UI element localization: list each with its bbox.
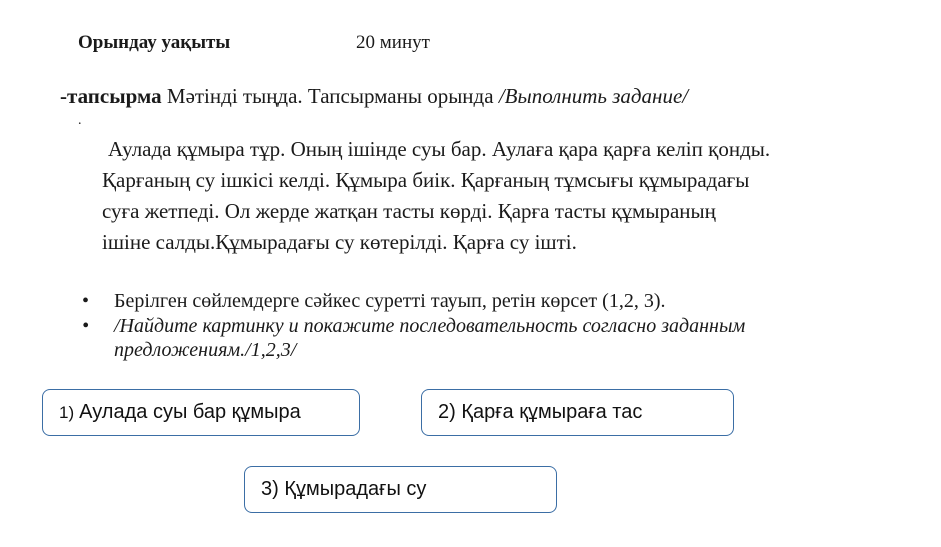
time-label: Орындау уақыты [78,32,231,53]
bullet-icon: • [82,290,90,312]
option-label: Аулада суы бар құмыра [79,401,301,423]
option-box-2[interactable] [421,389,734,436]
option-box-3[interactable] [244,466,557,513]
story-text [102,134,770,258]
separator-dot: . [78,113,82,128]
story-line: Аулада құмыра тұр. Оның ішінде суы бар. Аулаға қара қарға келіп қонды. [108,137,771,161]
bullet-text: /Найдите картинку и покажите последовательность согласно заданным [114,315,746,337]
story-line: ішіне салды.Құмырадағы су көтерілді. Қарға су ішті. [102,230,577,254]
bullet-icon: • [82,315,90,337]
bullet-text: предложениям./1,2,3/ [114,339,297,361]
time-value: 20 минут [356,32,430,53]
option-label: 3) Құмырадағы су [261,478,427,500]
bullet-text: Берілген сөйлемдерге сәйкес суретті тауып, ретін көрсет (1,2, 3). [114,290,666,312]
task-instruction [60,84,688,109]
task-instruction-kz: Мәтінді тыңда. Тапсырманы орында [161,84,499,108]
bullet-list [78,288,745,362]
story-line: Қарғаның су ішкісі келді. Құмыра биік. Қарғаның тұмсығы құмырадағы [102,168,750,192]
option-number: 1) [59,402,75,422]
story-line: суға жетпеді. Ол жерде жатқан тасты көрді. Қарға тасты құмыраның [102,199,716,223]
option-box-1[interactable] [42,389,360,436]
bullet-item-kz [78,288,745,314]
option-label: 2) Қарға құмыраға тас [438,401,643,423]
task-instruction-ru: /Выполнить задание/ [498,84,689,108]
task-prefix: -тапсырма [60,84,162,108]
bullet-item-ru [78,314,745,362]
